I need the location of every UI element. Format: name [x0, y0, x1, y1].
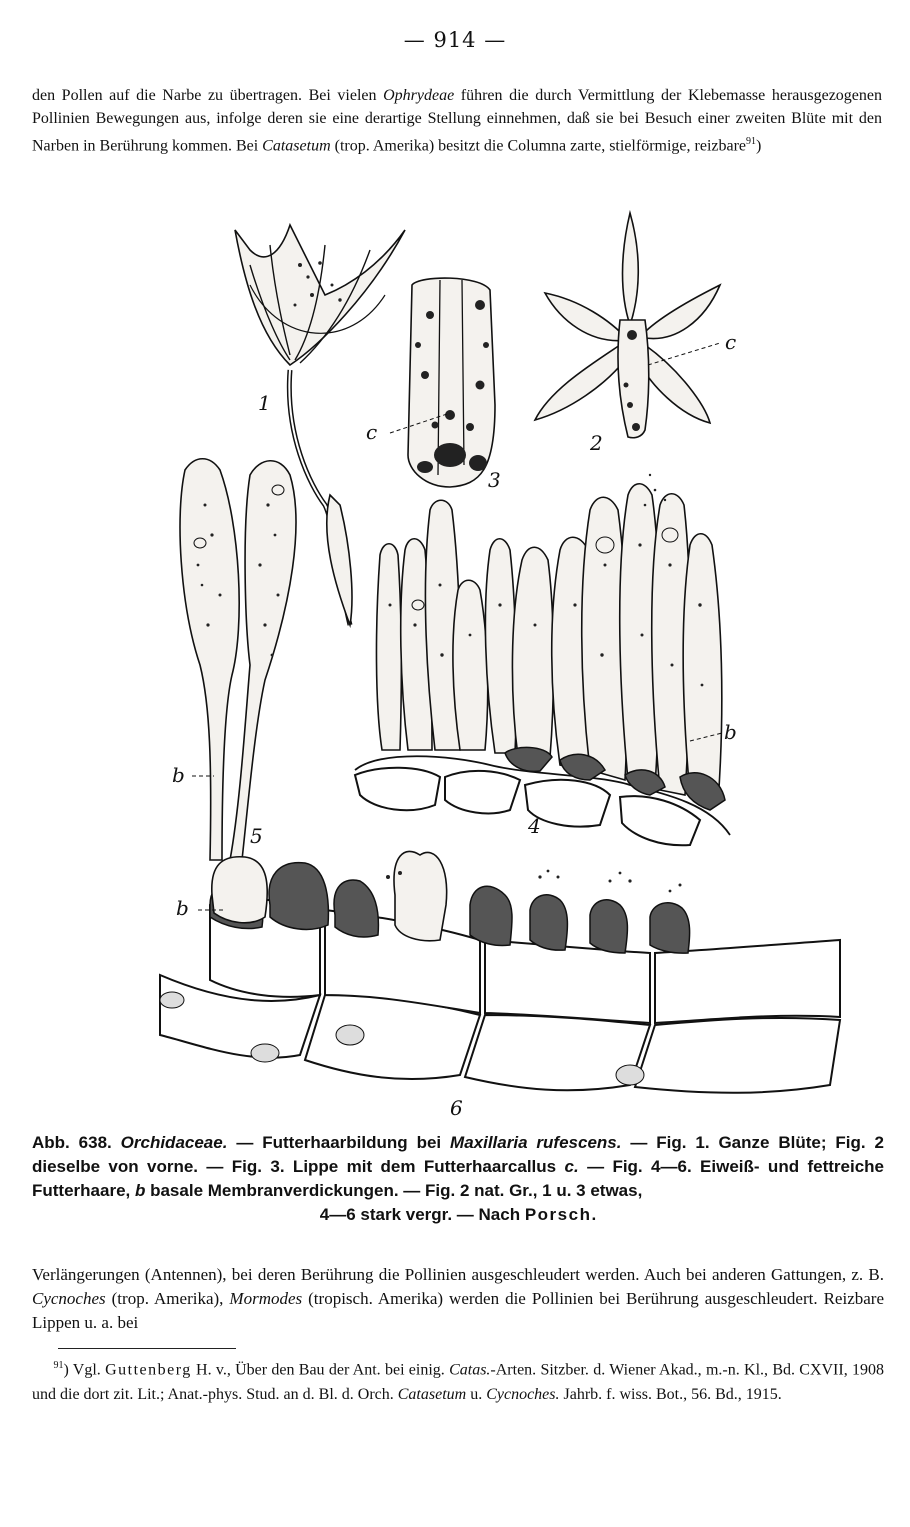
top-italic-ophrydeae: Ophrydeae [383, 87, 455, 104]
top-paragraph [32, 84, 882, 158]
caption-last-line [32, 1203, 884, 1227]
caption-family: Orchidaceae. [120, 1133, 228, 1152]
footnote-number: 91 [53, 1360, 64, 1371]
footnote-text-5: Jahrb. f. wiss. Bot., 56. Bd., 1915. [559, 1386, 782, 1404]
fig6-label: 6 [450, 1096, 463, 1120]
footnote-text-1: ) Vgl. [63, 1361, 106, 1379]
fig2-label: 2 [590, 431, 603, 455]
caption-text-6: . [591, 1205, 597, 1224]
caption-text-5: 4—6 stark vergr. — Nach [319, 1205, 525, 1224]
footnote [32, 1353, 884, 1407]
footnote-text-3: -Arten. Sitzber. d. Wiener Akad., m.-n. Kl., Bd. CXVII, 1908 und die dort zit. Lit.; Anat.-phys. Stud. an d. Bl. d. Orch. [32, 1361, 885, 1404]
top-text-3: (trop. Amerika) besitzt die Columna zarte, stielförmige, reizbare [330, 137, 747, 155]
botanical-figure [150, 205, 890, 1125]
fig5-b-label: b [172, 763, 185, 787]
page-number: — 914 — [403, 28, 507, 52]
footnote-author: Guttenberg [105, 1361, 192, 1379]
fig3-label: 3 [488, 468, 501, 492]
footnote-divider [58, 1348, 236, 1349]
top-close: ) [756, 137, 762, 155]
caption-b: b [134, 1181, 146, 1200]
bottom-text-1: Verlängerungen (Antennen), bei deren Berührung die Pollinien ausgeschleudert werden. Auch bei anderen Gattungen, z. B. [32, 1265, 884, 1284]
fig6-cells-illustration [160, 851, 840, 1120]
fig5-hairs-illustration [172, 459, 296, 860]
bottom-paragraph [32, 1263, 884, 1335]
fig3-c-label: c [366, 420, 378, 444]
footnote-italic-1: Catas. [449, 1361, 491, 1379]
footnote-italic-3: Cycnoches. [486, 1386, 560, 1404]
fig4-hairs-illustration [355, 474, 737, 845]
fig6-b-label: b [176, 896, 189, 920]
caption-c: c. [564, 1157, 579, 1176]
footnote-text-4: u. [466, 1386, 487, 1404]
fig2-flower-front-illustration [535, 213, 736, 455]
caption-text-3: — Fig. 4—6. Eiweiß- und fettreiche Futterhaare, [32, 1157, 884, 1200]
caption-text-1: — Futterhaarbildung bei [227, 1133, 451, 1152]
top-italic-catasetum: Catasetum [262, 137, 331, 155]
top-text-1: den Pollen auf die Narbe zu übertragen. Bei vielen [32, 87, 384, 104]
footnote-text-2: H. v., Über den Bau der Ant. bei einig. [191, 1361, 450, 1379]
caption-text-4: basale Membranverdickungen. — Fig. 2 nat. Gr., 1 u. 3 etwas, [145, 1181, 643, 1200]
caption-abb: Abb. 638. [32, 1133, 121, 1152]
bottom-genus-cycnoches: Cycnoches [32, 1289, 106, 1308]
bottom-text-2: (trop. Amerika), [105, 1289, 230, 1308]
fig2-c-label: c [725, 330, 737, 354]
fig3-lip-illustration [366, 278, 501, 492]
footnote-ref: 91 [746, 136, 757, 148]
bottom-text-3: (tropisch. Amerika) werden die Pollinien bei Berührung ausgeschleudert. Reizbare Lippen u. a. bei [32, 1289, 884, 1332]
bottom-genus-mormodes: Mormodes [229, 1289, 303, 1308]
fig1-label: 1 [258, 391, 271, 415]
fig4-label: 4 [528, 814, 541, 838]
fig5-label: 5 [250, 824, 263, 848]
figure-caption [32, 1131, 884, 1227]
top-text-2: führen die durch Vermittlung der Klebemasse herausgezogenen Pollinien Bewegungen aus, infolge deren sie eine derartige Stellung einnehmen, daß sie bei Besuch einer zweiten Blüte mit den Narben in Berührung kommen. Bei [32, 87, 882, 155]
footnote-italic-2: Catasetum [397, 1386, 467, 1404]
caption-species: Maxillaria rufescens. [450, 1133, 622, 1152]
caption-author: Porsch [524, 1205, 592, 1224]
fig4-b-label: b [724, 720, 737, 744]
caption-text-2: — Fig. 1. Ganze Blüte; Fig. 2 dieselbe von vorne. — Fig. 3. Lippe mit dem Futterhaarcallus [32, 1133, 884, 1176]
